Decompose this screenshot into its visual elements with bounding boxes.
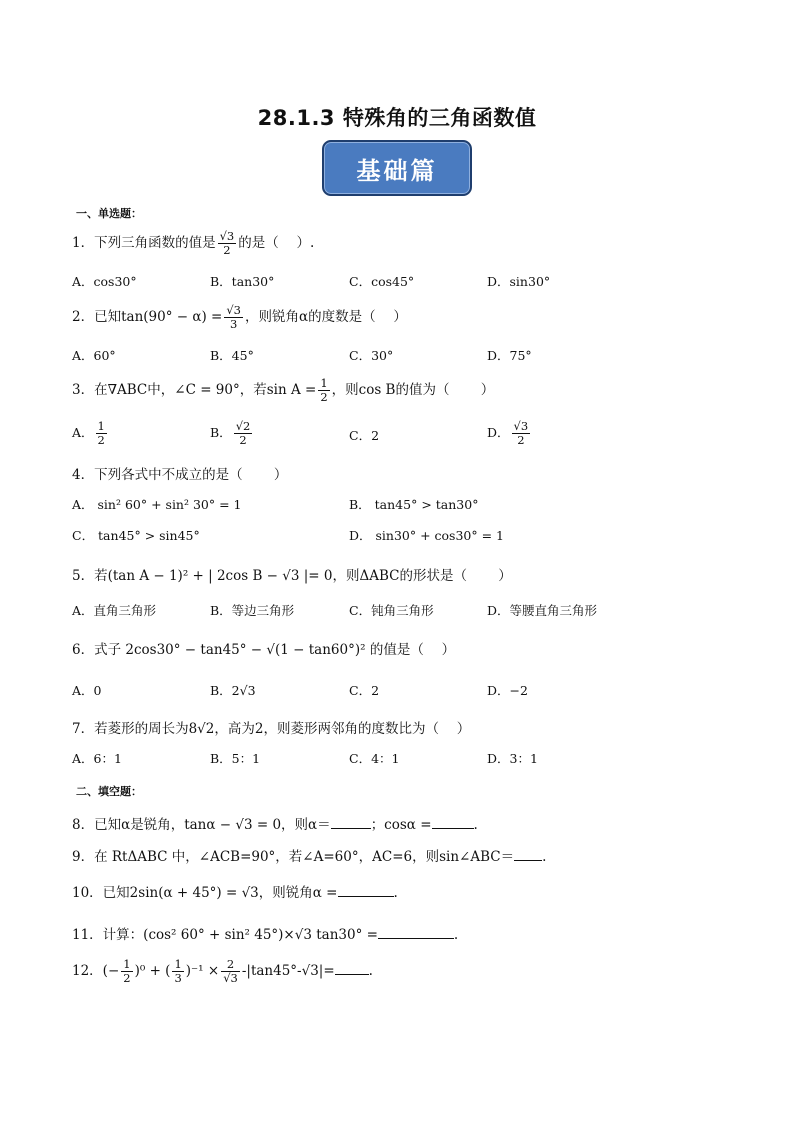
q7-option-b[interactable]: B．5：1 xyxy=(210,751,261,766)
q4-option-a[interactable]: A． sin² 60° + sin² 30° = 1 xyxy=(72,497,242,512)
q6-option-d[interactable]: D．−2 xyxy=(487,683,528,698)
level-badge: 基础篇 xyxy=(322,140,472,196)
answer-blank[interactable] xyxy=(432,827,474,829)
section-heading-fill-in: 二、填空题： xyxy=(76,785,142,798)
section-heading-single-choice: 一、单选题： xyxy=(76,207,142,220)
q6-option-a[interactable]: A．0 xyxy=(72,683,102,698)
q3-option-b[interactable]: B． $\frac{√2}{2}$ xyxy=(210,419,251,447)
answer-blank[interactable] xyxy=(331,827,371,829)
fraction: $\frac{1}{2}$ xyxy=(97,419,105,447)
q5-option-b[interactable]: B．等边三角形 xyxy=(210,603,295,618)
q1-option-a[interactable]: A．cos30° xyxy=(72,274,137,289)
q7-option-c[interactable]: C．4：1 xyxy=(349,751,400,766)
q7-option-d[interactable]: D．3：1 xyxy=(487,751,538,766)
q5-option-d[interactable]: D．等腰直角三角形 xyxy=(487,603,598,618)
q4-option-d[interactable]: D． sin30° + cos30° = 1 xyxy=(349,528,505,543)
question-8: 8．已知α是锐角，tanα − √3 = 0，则α＝ ；cosα = . xyxy=(72,817,478,833)
q3-option-c[interactable]: C．2 xyxy=(349,428,380,443)
fraction: $\frac{1}{2}$ xyxy=(123,957,131,985)
question-2: 2．已知tan(90° − α) = $\frac{√3}{3}$ ，则锐角α的度数是（ ） xyxy=(72,303,407,331)
question-4: 4．下列各式中不成立的是（ ） xyxy=(72,467,288,483)
q4-option-b[interactable]: B． tan45° > tan30° xyxy=(349,497,479,512)
q3-option-a[interactable]: A． $\frac{1}{2}$ xyxy=(72,419,105,447)
answer-blank[interactable] xyxy=(338,895,394,897)
q5-option-a[interactable]: A．直角三角形 xyxy=(72,603,157,618)
q4-option-c[interactable]: C． tan45° > sin45° xyxy=(72,528,200,543)
q6-option-b[interactable]: B．2√3 xyxy=(210,683,256,698)
question-11: 11．计算：(cos² 60° + sin² 45°)×√3 tan30° = . xyxy=(72,927,459,943)
page-title: 28.1.3 特殊角的三角函数值 xyxy=(257,106,537,130)
fraction: $\frac{√3}{3}$ xyxy=(226,303,241,331)
q3-option-d[interactable]: D． $\frac{√3}{2}$ xyxy=(487,419,529,447)
question-3: 3．在∇ABC中，∠C = 90°，若sin A = $\frac{1}{2}$ ，则cos B的值为（ ） xyxy=(72,376,495,404)
q7-option-a[interactable]: A．6：1 xyxy=(72,751,122,766)
q6-option-c[interactable]: C．2 xyxy=(349,683,380,698)
q2-option-c[interactable]: C．30° xyxy=(349,348,394,363)
answer-blank[interactable] xyxy=(514,859,542,861)
q1-option-b[interactable]: B．tan30° xyxy=(210,274,275,289)
q2-option-d[interactable]: D．75° xyxy=(487,348,532,363)
question-6: 6．式子 2cos30° − tan45° − √(1 − tan60°)² 的值是（ ） xyxy=(72,642,456,658)
answer-blank[interactable] xyxy=(378,937,454,939)
question-10: 10．已知2sin(α + 45°) = √3，则锐角α = . xyxy=(72,885,398,901)
q1-option-c[interactable]: C．cos45° xyxy=(349,274,415,289)
q2-option-a[interactable]: A．60° xyxy=(72,348,116,363)
fraction: $\frac{√2}{2}$ xyxy=(235,419,251,447)
fraction: $\frac{1}{2}$ xyxy=(320,376,328,404)
question-9: 9．在 RtΔABC 中，∠ACB=90°，若∠A=60°，AC=6，则sin∠ABC＝ . xyxy=(72,849,547,865)
fraction: $\frac{√3}{2}$ xyxy=(513,419,529,447)
q5-option-c[interactable]: C．钝角三角形 xyxy=(349,603,434,618)
fraction: $\frac{2}{√3}$ xyxy=(223,957,238,985)
question-12: 12．(− $\frac{1}{2}$ )⁰ + ( $\frac{1}{3}$ )⁻¹ × $\frac{2}{√3}$ -|tan45°-√3|= . xyxy=(72,957,373,985)
answer-blank[interactable] xyxy=(335,973,369,975)
q1-option-d[interactable]: D．sin30° xyxy=(487,274,551,289)
question-5: 5．若(tan A − 1)² + | 2cos B − √3 |= 0，则ΔABC的形状是（ ） xyxy=(72,568,512,584)
q2-option-b[interactable]: B．45° xyxy=(210,348,254,363)
fraction: $\frac{√3}{2}$ xyxy=(219,229,235,257)
question-1: 1．下列三角函数的值是 $\frac{√3}{2}$ 的是（ ）. xyxy=(72,229,315,257)
fraction: $\frac{1}{3}$ xyxy=(174,957,182,985)
question-7: 7．若菱形的周长为8√2，高为2，则菱形两邻角的度数比为（ ） xyxy=(72,721,471,737)
